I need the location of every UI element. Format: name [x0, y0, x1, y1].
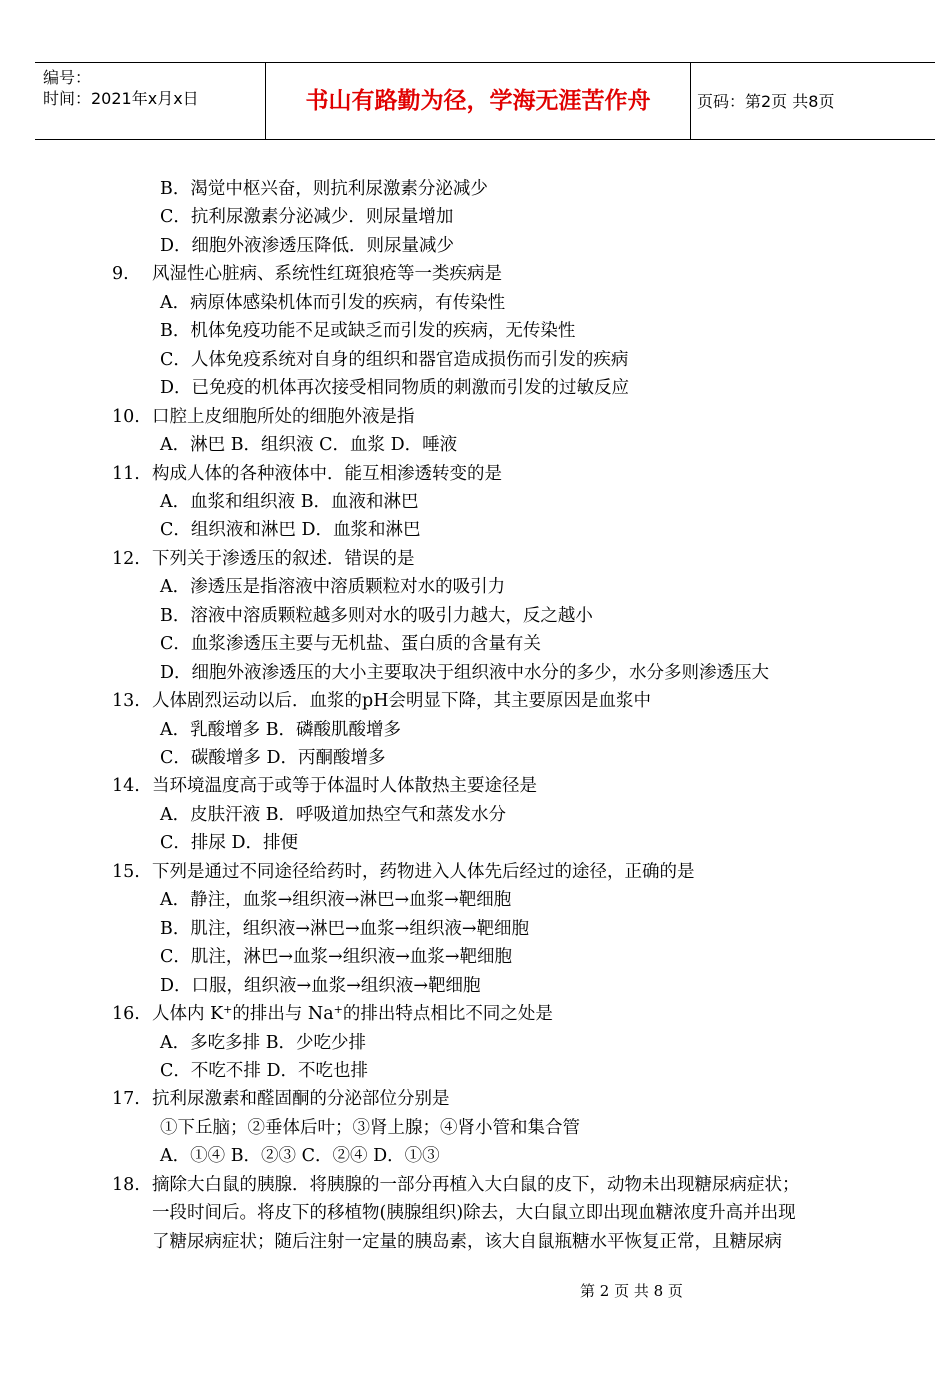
question-text: 风湿性心脏病、系统性红斑狼疮等一类疾病是: [152, 264, 502, 285]
option-line: [0, 1142, 950, 1171]
header-page-label: 页码：第2页 共8页: [697, 92, 835, 111]
option-line: [0, 602, 950, 631]
option-line: [0, 346, 950, 375]
option-text: A．①④ B．②③ C．②④ D．①③: [160, 1146, 440, 1167]
question-text: 人体剧烈运动以后．血浆的pH会明显下降，其主要原因是血浆中: [152, 691, 651, 712]
option-text: A．多吃多排 B．少吃少排: [160, 1032, 367, 1053]
question-line: [0, 1000, 950, 1029]
question-number: 9.: [112, 264, 129, 285]
continuation-text: 了糖尿病症状；随后注射一定量的胰岛素，该大自鼠瓶糖水平恢复正常，且糖尿病: [152, 1231, 782, 1252]
question-text-part: 的排出与 Na: [232, 1004, 334, 1025]
document-number-label: 编号：: [43, 68, 92, 87]
option-line: [0, 175, 950, 204]
question-line: [0, 858, 950, 887]
option-line: [0, 1114, 950, 1143]
question-text-part: 人体内 K: [152, 1004, 224, 1025]
option-line: [0, 516, 950, 545]
question-number: 14.: [112, 776, 140, 797]
option-line: [0, 431, 950, 460]
question-line: [0, 1085, 950, 1114]
option-text: A．血浆和组织液 B．血液和淋巴: [160, 491, 419, 512]
option-text: C．抗利尿激素分泌减少．则尿量增加: [160, 207, 454, 228]
question-line: [0, 687, 950, 716]
question-line: [0, 772, 950, 801]
option-text: C．组织液和淋巴 D．血浆和淋巴: [160, 520, 421, 541]
option-text: A．渗透压是指溶液中溶质颗粒对水的吸引力: [160, 577, 506, 598]
option-text: C．碳酸增多 D．丙酮酸增多: [160, 748, 386, 768]
continuation-line: [0, 1199, 950, 1228]
option-text: D．已免疫的机体再次接受相同物质的刺激而引发的过敏反应: [160, 378, 630, 399]
question-line: [0, 460, 950, 489]
header-page-cell: [691, 63, 935, 139]
option-line: [0, 630, 950, 659]
continuation-text: 一段时间后。将皮下的移植物(胰腺组织)除去，大白鼠立即出现血糖浓度升高并出现: [152, 1203, 796, 1224]
question-text: 口腔上皮细胞所处的细胞外液是指: [152, 406, 415, 427]
question-text: 构成人体的各种液体中．能互相渗透转变的是: [152, 463, 502, 484]
option-text: ①下丘脑；②垂体后叶；③肾上腺；④肾小管和集合管: [160, 1117, 580, 1138]
question-line: [0, 260, 950, 289]
option-text: D．细胞外液渗透压降低．则尿量减少: [160, 235, 455, 256]
option-text: C．血浆渗透压主要与无机盐、蛋白质的含量有关: [160, 634, 541, 655]
option-line: [0, 232, 950, 261]
question-number: 17.: [112, 1089, 140, 1110]
question-text: 下列关于渗透压的叙述．错误的是: [152, 548, 415, 569]
option-line: [0, 374, 950, 403]
question-line: [0, 545, 950, 574]
footer-page-number: 第 2 页 共 8 页: [580, 1282, 683, 1300]
option-line: [0, 1029, 950, 1058]
question-number: 15.: [112, 861, 140, 882]
superscript-charge: +: [333, 1003, 343, 1017]
question-number: 10.: [112, 406, 140, 427]
option-line: [0, 972, 950, 1001]
page-header: [35, 62, 935, 140]
option-text: A．静注，血浆→组织液→淋巴→血浆→靶细胞: [160, 890, 512, 911]
superscript-charge: +: [223, 1003, 233, 1017]
header-motto-cell: [265, 63, 691, 139]
option-line: [0, 943, 950, 972]
question-number: 12.: [112, 548, 140, 569]
question-number: 13.: [112, 691, 140, 712]
option-line: [0, 659, 950, 688]
option-text: B．溶液中溶质颗粒越多则对水的吸引力越大，反之越小: [160, 605, 593, 626]
option-line: [0, 203, 950, 232]
option-line: [0, 744, 950, 773]
option-text: C．人体免疫系统对自身的组织和器官造成损伤而引发的疾病: [160, 349, 629, 370]
question-number: 18.: [112, 1174, 140, 1195]
option-text: C．不吃不排 D．不吃也排: [160, 1060, 368, 1081]
option-line: [0, 317, 950, 346]
document-time-label: 时间：2021年x月x日: [43, 89, 199, 108]
option-line: [0, 801, 950, 830]
question-number: 16.: [112, 1004, 140, 1025]
question-text: 当环境温度高于或等于体温时人体散热主要途径是: [152, 776, 537, 797]
option-text: B．肌注，组织液→淋巴→血浆→组织液→靶细胞: [160, 918, 530, 939]
option-line: [0, 488, 950, 517]
question-text: 摘除大白鼠的胰腺．将胰腺的一部分再植入大白鼠的皮下，动物未出现糖尿病症状；: [152, 1174, 800, 1195]
option-text: B．渴觉中枢兴奋，则抗利尿激素分泌减少: [160, 179, 488, 199]
option-line: [0, 289, 950, 318]
option-text: C．排尿 D．排便: [160, 833, 298, 854]
option-text: D．口服，组织液→血浆→组织液→靶细胞: [160, 975, 481, 996]
option-line: [0, 886, 950, 915]
option-line: [0, 915, 950, 944]
option-text: A．皮肤汗液 B．呼吸道加热空气和蒸发水分: [160, 804, 507, 825]
option-line: [0, 1057, 950, 1086]
question-text: [152, 1000, 553, 1029]
question-text: 下列是通过不同途径给药时，药物进入人体先后经过的途径，正确的是: [152, 861, 695, 882]
option-text: A．病原体感染机体而引发的疾病，有传染性: [160, 292, 506, 313]
option-text: A．乳酸增多 B．磷酸肌酸增多: [160, 719, 402, 740]
continuation-line: [0, 1228, 950, 1257]
question-number: 11.: [112, 463, 140, 484]
question-line: [0, 403, 950, 432]
option-line: [0, 573, 950, 602]
option-text: B．机体免疫功能不足或缺乏而引发的疾病，无传染性: [160, 321, 576, 342]
option-text: C．肌注，淋巴→血浆→组织液→血浆→靶细胞: [160, 947, 513, 968]
question-text: 抗利尿激素和醛固酮的分泌部位分别是: [152, 1089, 450, 1110]
header-motto: 书山有路勤为径，学海无涯苦作舟: [305, 88, 651, 114]
question-line: [0, 1171, 950, 1200]
option-text: A．淋巴 B．组织液 C．血浆 D．唾液: [160, 435, 458, 456]
option-line: [0, 716, 950, 745]
question-text-part: 的排出特点相比不同之处是: [342, 1004, 553, 1025]
option-line: [0, 829, 950, 858]
header-info-cell: [35, 63, 265, 139]
option-text: D．细胞外液渗透压的大小主要取决于组织液中水分的多少，水分多则渗透压大: [160, 662, 770, 683]
